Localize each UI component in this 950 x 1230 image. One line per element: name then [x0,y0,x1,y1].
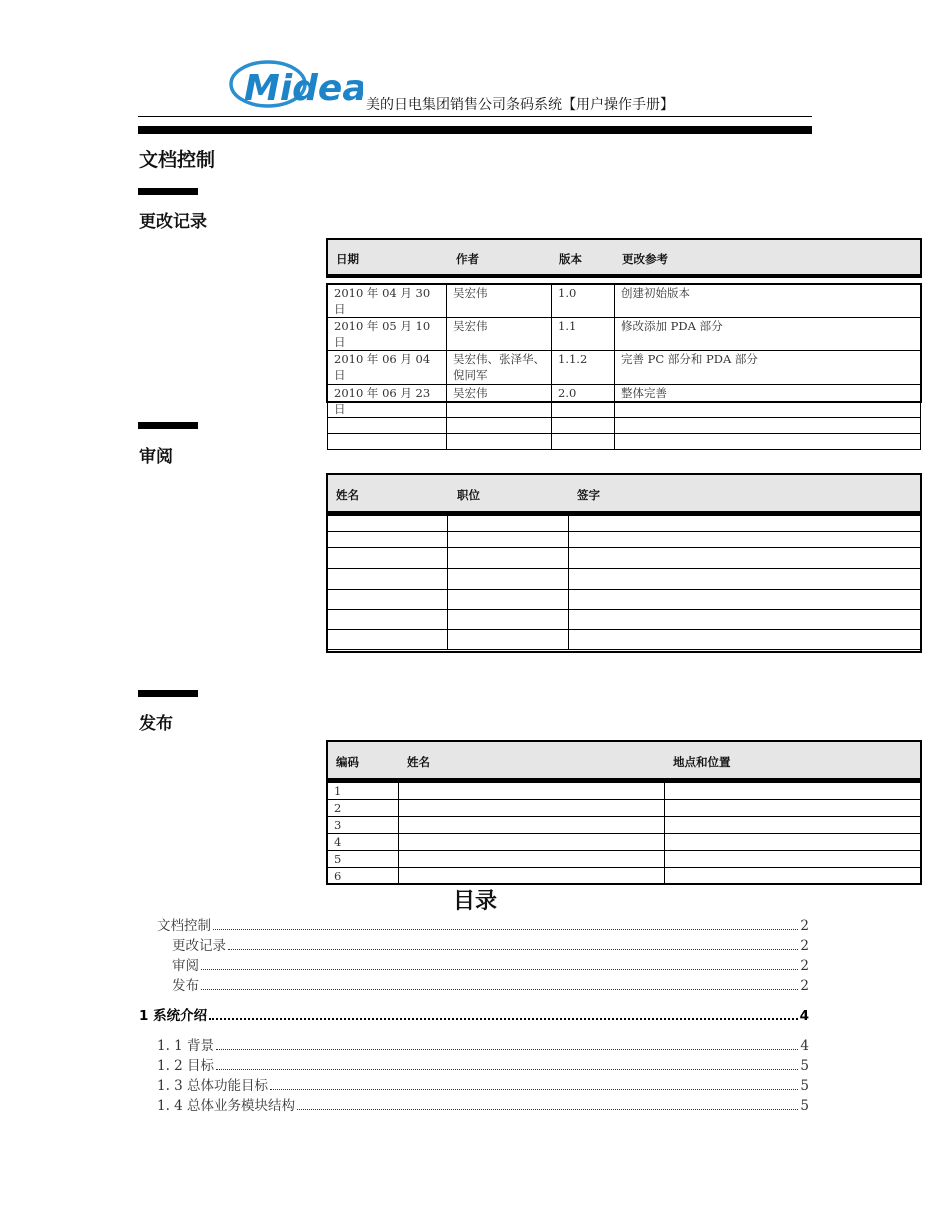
table-row [328,851,921,868]
toc-entry-page: 5 [800,1078,809,1094]
toc-entry[interactable] [172,934,809,954]
table-row [328,285,921,318]
column-header: 日期 [336,252,359,266]
column-header: 姓名 [407,755,430,769]
table-cell [665,817,921,834]
logo-text: Midea [244,68,363,109]
toc-leader [201,988,798,990]
toc-leader [216,1068,798,1070]
column-header: 地点和位置 [673,755,731,769]
toc-leader [213,928,798,930]
toc-entry-page: 5 [800,1058,809,1074]
toc-leader [270,1088,798,1090]
toc-leader [201,968,798,970]
table-row [328,630,921,650]
table-cell [569,630,921,650]
table-cell [448,569,569,590]
review-table [327,515,921,650]
table-cell [328,630,448,650]
table-cell [665,800,921,817]
table-cell [447,434,552,450]
table-cell: 2.0 [552,385,615,418]
table-cell [569,590,921,610]
table-row [328,516,921,532]
table-cell: 2 [328,800,399,817]
table-row [328,783,921,800]
toc-leader [216,1048,798,1050]
toc-entry-text: 1 系统介绍 [139,1008,208,1024]
toc-entry-page: 4 [799,1008,809,1024]
toc-entry-page: 2 [800,958,809,974]
table-cell [569,548,921,569]
toc-entry-text: 文档控制 [157,918,211,934]
toc-entry-text: 更改记录 [172,938,226,954]
table-row [328,434,921,450]
toc-entry-text: 1. 2 目标 [157,1058,215,1074]
table-cell: 1.0 [552,285,615,318]
table-cell [328,590,448,610]
table-cell: 整体完善 [615,385,921,418]
table-row [328,569,921,590]
change-log-heading: 更改记录 [139,212,207,232]
table-cell [569,516,921,532]
table-cell [665,834,921,851]
table-cell [328,569,448,590]
midea-logo [228,57,363,109]
column-header: 编码 [336,755,359,769]
table-row [328,318,921,351]
table-cell [328,532,448,548]
toc-entry[interactable] [157,1034,809,1054]
table-cell: 吴宏伟 [447,285,552,318]
column-header: 更改参考 [622,252,668,266]
table-cell [328,434,447,450]
review-heading: 审阅 [139,447,173,467]
toc-entry-text: 1. 1 背景 [157,1038,215,1054]
table-cell [328,418,447,434]
toc-entry-text: 1. 3 总体功能目标 [157,1078,269,1094]
column-header: 签字 [577,488,600,502]
review-header-row [326,473,922,515]
table-row [328,532,921,548]
table-cell [448,516,569,532]
table-cell [448,532,569,548]
toc-entry[interactable] [157,1054,809,1074]
table-cell [615,418,921,434]
column-header: 姓名 [336,488,359,502]
header-thick-divider [138,126,812,134]
table-cell: 2010 年 04 月 30 日 [328,285,447,318]
toc-leader [209,1017,798,1020]
table-cell [569,610,921,630]
table-cell [552,418,615,434]
table-row [328,385,921,418]
table-row [328,418,921,434]
column-header: 作者 [456,252,479,266]
toc-entry-text: 发布 [172,978,199,994]
toc-entry[interactable] [157,1094,809,1114]
table-cell [328,610,448,630]
change-log-table [327,284,921,450]
table-cell: 吴宏伟 [447,385,552,418]
table-cell [448,548,569,569]
distribution-heading: 发布 [139,714,173,734]
table-cell [447,418,552,434]
table-cell: 修改添加 PDA 部分 [615,318,921,351]
table-cell: 2010 年 06 月 04 日 [328,351,447,385]
table-row [328,817,921,834]
table-cell [448,610,569,630]
table-cell [399,783,665,800]
toc-entry-page: 4 [800,1038,809,1054]
header-divider [138,116,812,117]
table-row [328,351,921,385]
table-cell [399,817,665,834]
table-cell [569,569,921,590]
column-header: 职位 [457,488,480,502]
table-cell: 3 [328,817,399,834]
table-cell: 1.1.2 [552,351,615,385]
toc-leader [297,1108,798,1110]
table-row [328,590,921,610]
toc-title: 目录 [453,889,498,914]
section-bar [138,422,198,429]
table-cell: 吴宏伟、张泽华、倪同军 [447,351,552,385]
distribution-table [327,782,921,885]
toc-entry[interactable] [139,1004,809,1024]
column-header: 版本 [559,252,582,266]
table-row [328,800,921,817]
section-bar [138,188,198,195]
toc-entry[interactable] [157,914,809,934]
toc-entry-page: 2 [800,978,809,994]
table-cell [448,590,569,610]
table-cell [399,851,665,868]
table-cell: 完善 PC 部分和 PDA 部分 [615,351,921,385]
change-log-header-row [326,238,922,278]
toc-entry-text: 审阅 [172,958,199,974]
toc-entry-text: 1. 4 总体业务模块结构 [157,1098,296,1114]
table-cell [665,868,921,885]
table-cell [569,532,921,548]
toc-entry-page: 5 [800,1098,809,1114]
toc-entry-page: 2 [800,918,809,934]
section-bar [138,690,198,697]
table-cell: 5 [328,851,399,868]
table-row [328,548,921,569]
toc-entry-page: 2 [800,938,809,954]
table-cell [665,783,921,800]
doc-control-heading: 文档控制 [139,149,216,171]
table-cell [399,868,665,885]
table-cell [448,630,569,650]
table-cell: 2010 年 05 月 10 日 [328,318,447,351]
table-cell: 4 [328,834,399,851]
table-cell [328,548,448,569]
distribution-header-row [326,740,922,782]
table-cell [552,434,615,450]
table-cell [399,834,665,851]
toc-entry[interactable] [157,1074,809,1094]
table-cell: 2010 年 06 月 23 日 [328,385,447,418]
table-row [328,610,921,630]
table-cell [399,800,665,817]
table-row [328,834,921,851]
table-cell: 1.1 [552,318,615,351]
toc-entry[interactable] [172,954,809,974]
table-cell [665,851,921,868]
table-cell: 6 [328,868,399,885]
table-cell: 1 [328,783,399,800]
table-cell [615,434,921,450]
table-cell: 吴宏伟 [447,318,552,351]
toc-leader [228,948,798,950]
toc-entry[interactable] [172,974,809,994]
table-row [328,868,921,885]
table-cell: 创建初始版本 [615,285,921,318]
table-cell [328,516,448,532]
document-header-title: 美的日电集团销售公司条码系统【用户操作手册】 [366,97,674,113]
